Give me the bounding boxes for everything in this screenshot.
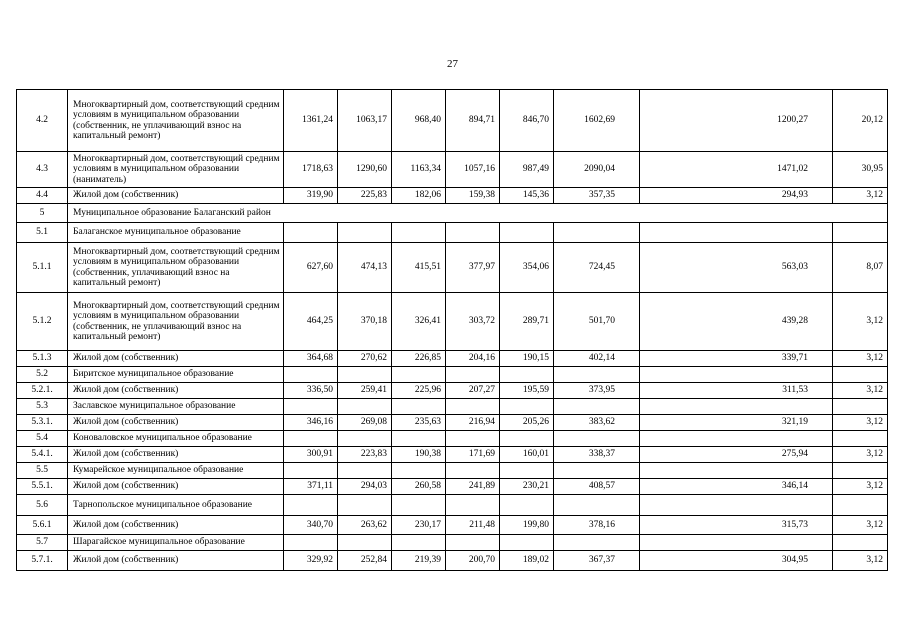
row-name: Тарнопольское муниципальное образование: [68, 495, 284, 516]
value-cell: 294,03: [338, 479, 392, 495]
value-cell: 204,16: [446, 351, 500, 367]
value-cell: 275,94: [640, 447, 833, 463]
table-row: [17, 516, 888, 535]
value-cell: 439,28: [640, 293, 833, 351]
row-code: 5.7: [17, 535, 68, 551]
empty-cell: [392, 535, 446, 551]
value-cell: 3,12: [833, 188, 888, 204]
value-cell: 474,13: [338, 243, 392, 293]
empty-cell: [833, 463, 888, 479]
empty-cell: [284, 495, 338, 516]
value-cell: 219,39: [392, 551, 446, 571]
empty-cell: [446, 463, 500, 479]
value-cell: 336,50: [284, 383, 338, 399]
table-row: [17, 204, 888, 223]
value-cell: 3,12: [833, 551, 888, 571]
value-cell: 3,12: [833, 351, 888, 367]
value-cell: 311,53: [640, 383, 833, 399]
empty-cell: [500, 535, 554, 551]
value-cell: 340,70: [284, 516, 338, 535]
value-cell: 415,51: [392, 243, 446, 293]
value-cell: 367,37: [554, 551, 640, 571]
row-name: Жилой дом (собственник): [68, 383, 284, 399]
empty-cell: [446, 399, 500, 415]
empty-cell: [446, 431, 500, 447]
value-cell: 370,18: [338, 293, 392, 351]
table-row: [17, 495, 888, 516]
value-cell: 383,62: [554, 415, 640, 431]
value-cell: 160,01: [500, 447, 554, 463]
page-number: 27: [447, 58, 458, 70]
row-code: 5.1.2: [17, 293, 68, 351]
row-code: 5.2: [17, 367, 68, 383]
empty-cell: [500, 463, 554, 479]
value-cell: 724,45: [554, 243, 640, 293]
value-cell: 20,12: [833, 90, 888, 152]
value-cell: 1471,02: [640, 152, 833, 188]
value-cell: 1063,17: [338, 90, 392, 152]
value-cell: 190,38: [392, 447, 446, 463]
value-cell: 3,12: [833, 447, 888, 463]
table-row: [17, 188, 888, 204]
row-name: Биритское муниципальное образование: [68, 367, 284, 383]
value-cell: 354,06: [500, 243, 554, 293]
value-cell: 259,41: [338, 383, 392, 399]
empty-cell: [284, 431, 338, 447]
empty-cell: [640, 535, 833, 551]
value-cell: 211,48: [446, 516, 500, 535]
empty-cell: [833, 535, 888, 551]
value-cell: 1290,60: [338, 152, 392, 188]
row-code: 5.2.1.: [17, 383, 68, 399]
value-cell: 338,37: [554, 447, 640, 463]
row-code: 5.6: [17, 495, 68, 516]
value-cell: 205,26: [500, 415, 554, 431]
row-name: Шарагайское муниципальное образование: [68, 535, 284, 551]
empty-cell: [833, 223, 888, 243]
value-cell: 3,12: [833, 383, 888, 399]
value-cell: 1200,27: [640, 90, 833, 152]
value-cell: 230,17: [392, 516, 446, 535]
table-row: [17, 223, 888, 243]
value-cell: 1057,16: [446, 152, 500, 188]
row-name: Многоквартирный дом, соответствующий средним условиям в муниципальном образовании (наниматель): [68, 152, 284, 188]
table-row: [17, 431, 888, 447]
value-cell: 159,38: [446, 188, 500, 204]
value-cell: 289,71: [500, 293, 554, 351]
table-row: [17, 152, 888, 188]
value-cell: 346,14: [640, 479, 833, 495]
table-row: [17, 399, 888, 415]
empty-cell: [640, 223, 833, 243]
empty-cell: [554, 463, 640, 479]
row-name: Жилой дом (собственник): [68, 479, 284, 495]
row-name: Многоквартирный дом, соответствующий средним условиям в муниципальном образовании (собственник, не уплачивающий взнос на капитальный ремонт): [68, 90, 284, 152]
table-body: [17, 90, 888, 571]
empty-cell: [392, 495, 446, 516]
row-name: Жилой дом (собственник): [68, 188, 284, 204]
value-cell: 294,93: [640, 188, 833, 204]
value-cell: 894,71: [446, 90, 500, 152]
value-cell: 223,83: [338, 447, 392, 463]
empty-cell: [500, 399, 554, 415]
value-cell: 190,15: [500, 351, 554, 367]
row-code: 5.1: [17, 223, 68, 243]
row-code: 5.1.1: [17, 243, 68, 293]
empty-cell: [284, 223, 338, 243]
table-row: [17, 90, 888, 152]
empty-cell: [338, 223, 392, 243]
empty-cell: [640, 367, 833, 383]
value-cell: 3,12: [833, 516, 888, 535]
value-cell: 501,70: [554, 293, 640, 351]
empty-cell: [284, 463, 338, 479]
empty-cell: [446, 495, 500, 516]
row-code: 5: [17, 204, 68, 223]
value-cell: 300,91: [284, 447, 338, 463]
value-cell: 304,95: [640, 551, 833, 571]
value-cell: 464,25: [284, 293, 338, 351]
value-cell: 182,06: [392, 188, 446, 204]
value-cell: 987,49: [500, 152, 554, 188]
empty-cell: [284, 367, 338, 383]
value-cell: 346,16: [284, 415, 338, 431]
value-cell: 357,35: [554, 188, 640, 204]
value-cell: 225,96: [392, 383, 446, 399]
empty-cell: [554, 367, 640, 383]
value-cell: 30,95: [833, 152, 888, 188]
empty-cell: [554, 223, 640, 243]
value-cell: 145,36: [500, 188, 554, 204]
row-name: Многоквартирный дом, соответствующий средним условиям в муниципальном образовании (собственник, уплачивающий взнос на капитальный ремонт): [68, 243, 284, 293]
row-code: 5.6.1: [17, 516, 68, 535]
value-cell: 235,63: [392, 415, 446, 431]
value-cell: 263,62: [338, 516, 392, 535]
value-cell: 402,14: [554, 351, 640, 367]
value-cell: 326,41: [392, 293, 446, 351]
row-code: 5.4.1.: [17, 447, 68, 463]
value-cell: 269,08: [338, 415, 392, 431]
value-cell: 200,70: [446, 551, 500, 571]
row-name: Жилой дом (собственник): [68, 516, 284, 535]
empty-cell: [500, 431, 554, 447]
value-cell: 207,27: [446, 383, 500, 399]
value-cell: 321,19: [640, 415, 833, 431]
row-name: Жилой дом (собственник): [68, 415, 284, 431]
empty-cell: [392, 431, 446, 447]
row-name: Жилой дом (собственник): [68, 551, 284, 571]
empty-cell: [392, 399, 446, 415]
row-name: Муниципальное образование Балаганский район: [68, 204, 888, 223]
value-cell: 315,73: [640, 516, 833, 535]
value-cell: 171,69: [446, 447, 500, 463]
empty-cell: [554, 535, 640, 551]
empty-cell: [284, 535, 338, 551]
empty-cell: [554, 399, 640, 415]
table-row: [17, 479, 888, 495]
table-row: [17, 415, 888, 431]
value-cell: 3,12: [833, 479, 888, 495]
value-cell: 378,16: [554, 516, 640, 535]
empty-cell: [640, 399, 833, 415]
value-cell: 1163,34: [392, 152, 446, 188]
empty-cell: [833, 399, 888, 415]
value-cell: 270,62: [338, 351, 392, 367]
value-cell: 408,57: [554, 479, 640, 495]
value-cell: 252,84: [338, 551, 392, 571]
table-row: [17, 551, 888, 571]
value-cell: 377,97: [446, 243, 500, 293]
empty-cell: [640, 463, 833, 479]
table-row: [17, 367, 888, 383]
value-cell: 846,70: [500, 90, 554, 152]
empty-cell: [833, 367, 888, 383]
value-cell: 8,07: [833, 243, 888, 293]
value-cell: 968,40: [392, 90, 446, 152]
row-name: Жилой дом (собственник): [68, 351, 284, 367]
tariff-table: [16, 89, 888, 571]
value-cell: 319,90: [284, 188, 338, 204]
empty-cell: [554, 431, 640, 447]
value-cell: 1361,24: [284, 90, 338, 152]
value-cell: 225,83: [338, 188, 392, 204]
row-name: Многоквартирный дом, соответствующий средним условиям в муниципальном образовании (собственник, не уплачивающий взнос на капитальный ремонт): [68, 293, 284, 351]
empty-cell: [446, 367, 500, 383]
empty-cell: [446, 223, 500, 243]
value-cell: 1602,69: [554, 90, 640, 152]
empty-cell: [338, 535, 392, 551]
empty-cell: [338, 463, 392, 479]
row-code: 4.3: [17, 152, 68, 188]
empty-cell: [392, 223, 446, 243]
value-cell: 241,89: [446, 479, 500, 495]
value-cell: 3,12: [833, 415, 888, 431]
table-row: [17, 447, 888, 463]
empty-cell: [500, 223, 554, 243]
value-cell: 189,02: [500, 551, 554, 571]
row-name: Коноваловское муниципальное образование: [68, 431, 284, 447]
table-row: [17, 243, 888, 293]
value-cell: 329,92: [284, 551, 338, 571]
value-cell: 195,59: [500, 383, 554, 399]
row-code: 5.5.1.: [17, 479, 68, 495]
value-cell: 339,71: [640, 351, 833, 367]
value-cell: 260,58: [392, 479, 446, 495]
empty-cell: [640, 431, 833, 447]
row-name: Кумарейское муниципальное образование: [68, 463, 284, 479]
table-row: [17, 535, 888, 551]
empty-cell: [338, 431, 392, 447]
value-cell: 3,12: [833, 293, 888, 351]
value-cell: 199,80: [500, 516, 554, 535]
value-cell: 226,85: [392, 351, 446, 367]
empty-cell: [500, 495, 554, 516]
table-row: [17, 293, 888, 351]
empty-cell: [833, 431, 888, 447]
value-cell: 2090,04: [554, 152, 640, 188]
value-cell: 216,94: [446, 415, 500, 431]
value-cell: 627,60: [284, 243, 338, 293]
row-code: 5.7.1.: [17, 551, 68, 571]
table-row: [17, 463, 888, 479]
row-code: 5.5: [17, 463, 68, 479]
empty-cell: [338, 367, 392, 383]
value-cell: 230,21: [500, 479, 554, 495]
table-row: [17, 383, 888, 399]
row-code: 5.3: [17, 399, 68, 415]
empty-cell: [446, 535, 500, 551]
value-cell: 563,03: [640, 243, 833, 293]
table-row: [17, 351, 888, 367]
value-cell: 371,11: [284, 479, 338, 495]
empty-cell: [500, 367, 554, 383]
row-name: Заславское муниципальное образование: [68, 399, 284, 415]
empty-cell: [284, 399, 338, 415]
value-cell: 373,95: [554, 383, 640, 399]
value-cell: 364,68: [284, 351, 338, 367]
row-code: 4.2: [17, 90, 68, 152]
empty-cell: [392, 367, 446, 383]
row-code: 5.3.1.: [17, 415, 68, 431]
value-cell: 1718,63: [284, 152, 338, 188]
row-code: 4.4: [17, 188, 68, 204]
value-cell: 303,72: [446, 293, 500, 351]
row-code: 5.1.3: [17, 351, 68, 367]
empty-cell: [640, 495, 833, 516]
row-name: Балаганское муниципальное образование: [68, 223, 284, 243]
row-name: Жилой дом (собственник): [68, 447, 284, 463]
empty-cell: [833, 495, 888, 516]
empty-cell: [338, 399, 392, 415]
empty-cell: [338, 495, 392, 516]
empty-cell: [554, 495, 640, 516]
empty-cell: [392, 463, 446, 479]
row-code: 5.4: [17, 431, 68, 447]
